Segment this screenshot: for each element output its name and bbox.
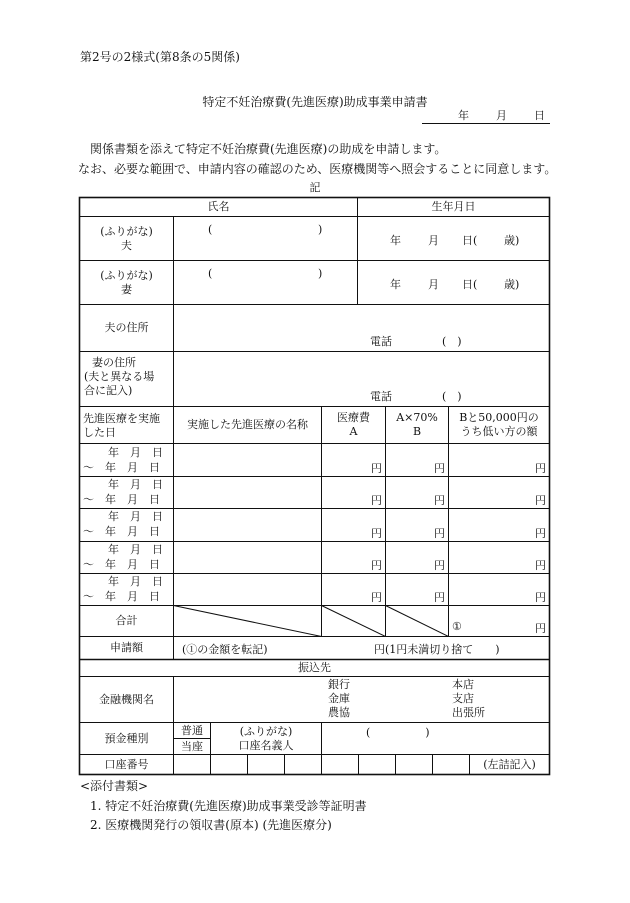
yen-a: 円	[371, 591, 382, 604]
col-a-header: 医療費 A	[337, 411, 370, 438]
account-number-boxes[interactable]	[174, 755, 470, 774]
husband-birthdate-field[interactable]: 年 月 日( 歳)	[390, 234, 520, 247]
left-align-note: (左詰記入)	[483, 757, 536, 771]
row-date[interactable]: 年 月 日 ～ 年 月 日	[83, 575, 163, 603]
yen-a: 円	[371, 462, 382, 475]
yen-c: 円	[535, 559, 546, 572]
intro-line-2: なお、必要な範囲で、申請内容の確認のため、医療機関等へ照会することに同意します。	[78, 162, 557, 176]
yen-c: 円	[535, 494, 546, 507]
wife-label: (ふりがな) 妻	[100, 268, 153, 296]
row-date[interactable]: 年 月 日 ～ 年 月 日	[83, 446, 163, 474]
yen-a: 円	[371, 494, 382, 507]
wife-address-field[interactable]: 電話 ( )	[370, 390, 462, 403]
yen-b: 円	[434, 591, 445, 604]
account-holder-label: (ふりがな) 口座名義人	[238, 724, 294, 752]
attachment-item-2: 2. 医療機関発行の領収書(原本) (先進医療分)	[90, 818, 332, 832]
total-label: 合計	[115, 614, 138, 627]
account-type-futsu[interactable]: 普通	[181, 723, 203, 737]
intro-line-1: 関係書類を添えて特定不妊治療費(先進医療)の助成を申請します。	[90, 142, 447, 156]
yen-b: 円	[434, 462, 445, 475]
apply-amount-label: 申請額	[110, 641, 143, 654]
husband-address-label: 夫の住所	[104, 321, 149, 334]
yen-a: 円	[371, 527, 382, 540]
col-b-header: A×70% B	[396, 411, 438, 438]
wife-name-field[interactable]: ( )	[208, 267, 323, 280]
institution-label: 金融機関名	[99, 692, 154, 706]
row-date[interactable]: 年 月 日 ～ 年 月 日	[83, 510, 163, 538]
col-date-header: 先進医療を実施 した日	[83, 412, 160, 439]
wife-address-label: 妻の住所 (夫と異なる場 合に記入)	[84, 356, 155, 397]
total-yen: 円	[535, 622, 546, 635]
yen-c: 円	[535, 462, 546, 475]
yen-b: 円	[434, 527, 445, 540]
husband-label: (ふりがな) 夫	[100, 224, 153, 252]
bank-header: 振込先	[298, 661, 331, 674]
account-type-toza[interactable]: 当座	[181, 739, 203, 753]
attachment-item-1: 1. 特定不妊治療費(先進医療)助成事業受診等証明書	[90, 799, 367, 813]
row-date[interactable]: 年 月 日 ～ 年 月 日	[83, 478, 163, 506]
account-type-label: 預金種別	[104, 731, 149, 745]
wife-birthdate-field[interactable]: 年 月 日( 歳)	[390, 278, 520, 291]
yen-c: 円	[535, 527, 546, 540]
attachments-header: <添付書類>	[80, 779, 149, 793]
apply-amount-field[interactable]: (①の金額を転記) 円(1円未満切り捨て )	[182, 643, 500, 656]
account-holder-field[interactable]: ( )	[366, 726, 430, 739]
yen-c: 円	[535, 591, 546, 604]
col-c-header: Bと50,000円の うち低い方の額	[459, 411, 539, 438]
circle-one-marker: ①	[452, 620, 462, 633]
husband-name-field[interactable]: ( )	[208, 223, 323, 236]
husband-address-field[interactable]: 電話 ( )	[370, 335, 462, 348]
page-title: 特定不妊治療費(先進医療)助成事業申請書	[202, 95, 428, 109]
row-date[interactable]: 年 月 日 ～ 年 月 日	[83, 543, 163, 571]
yen-a: 円	[371, 559, 382, 572]
name-header: 氏名	[207, 200, 230, 213]
institution-field[interactable]: 銀行 金庫 農協 本店 支店 出張所	[328, 678, 485, 719]
yen-b: 円	[434, 494, 445, 507]
form-number: 第2号の2様式(第8条の5関係)	[80, 50, 240, 64]
account-number-label: 口座番号	[104, 757, 149, 771]
birthdate-header: 生年月日	[431, 200, 476, 213]
date-line[interactable]: 年 月 日	[422, 107, 550, 124]
yen-b: 円	[434, 559, 445, 572]
col-name-header: 実施した先進医療の名称	[187, 418, 308, 431]
ki-label: 記	[309, 181, 321, 194]
